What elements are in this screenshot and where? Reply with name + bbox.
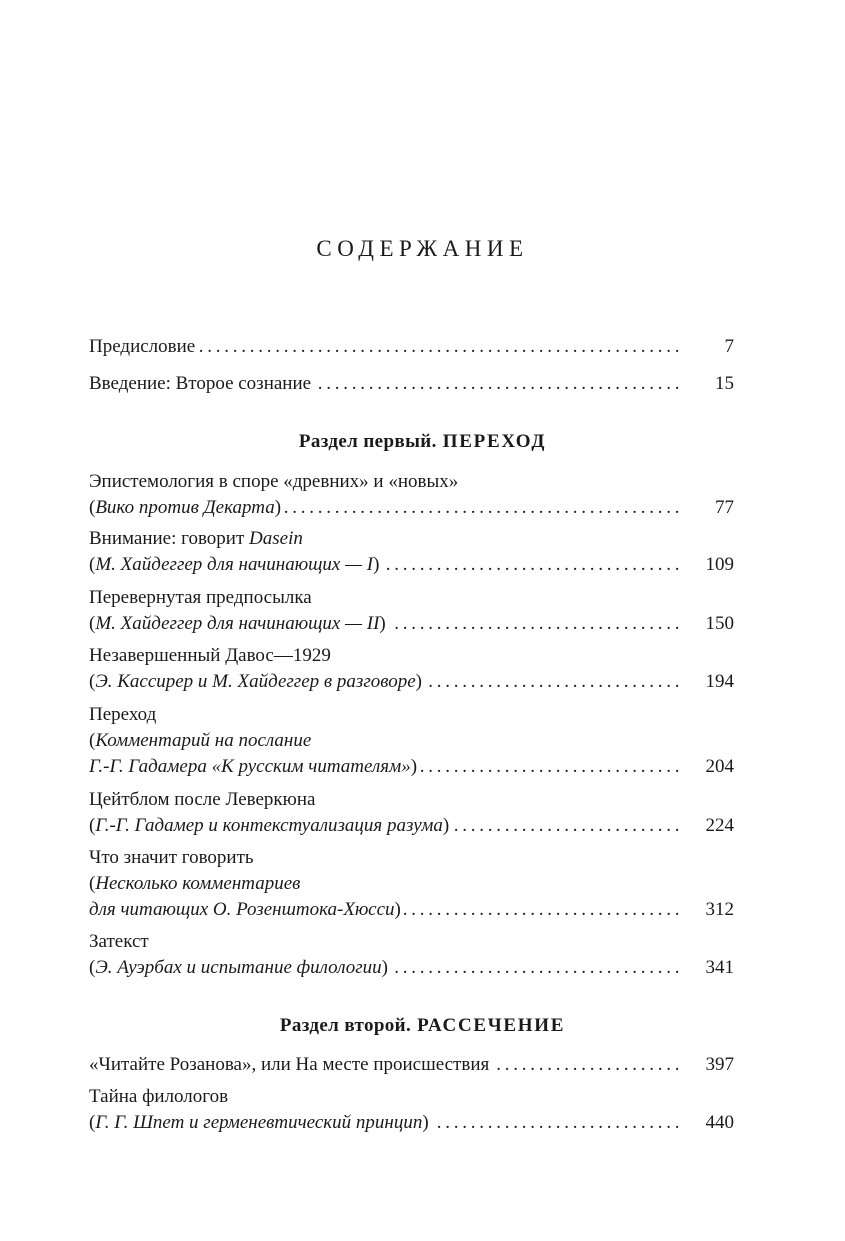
toc-entry-subtitle: М. Хайдеггер для начинающих — I [95,554,374,575]
toc-entry-subtitle: Э. Ауэрбах и испытание филологии [95,957,382,978]
toc-entry-dasein[interactable]: (М. Хайдеггер для начинающих — I) . . . 109 [89,552,734,578]
toc-entry-subtitle: Вико против Декарта [95,497,275,518]
toc-entry-text: «Читайте Розанова», или На месте происшествия [89,1054,492,1075]
section-name: РАССЕЧЕНИЕ [417,1015,566,1036]
toc-entry-davos[interactable]: (Э. Кассирер и М. Хайдеггер в разговоре) . . . 194 [89,669,734,695]
page-number: 15 [715,373,734,394]
toc-entry-title: Эпистемология в споре «древних» и «новых» [89,471,459,492]
section-heading-2 [0,1013,845,1039]
toc-entry-title: Тайна филологов [89,1086,229,1107]
page-number: 150 [705,613,734,634]
page-number: 440 [705,1112,734,1133]
page-number: 194 [705,671,734,692]
toc-entry-philologists-secret[interactable]: (Г. Г. Шпет и герменевтический принцип) . . . 440 [89,1110,734,1136]
toc-entry-subtitle: М. Хайдеггер для начинающих — II [95,613,380,634]
toc-entry-text: Предисловие [89,336,198,357]
page-number: 204 [705,756,734,777]
toc-entry-zeitblom[interactable]: (Г.-Г. Гадамер и контекстуализация разума) . . . 224 [89,813,734,839]
toc-entry-rozanov[interactable] [89,1052,734,1078]
toc-entry-title: Затекст [89,931,149,952]
page-number: 341 [705,957,734,978]
page-number: 7 [724,336,734,357]
toc-entry-title: Цейтблом после Леверкюна [89,789,316,810]
toc-entry-title: Внимание: говорит Dasein [89,528,303,549]
toc-entry-title: Незавершенный Давос—1929 [89,645,331,666]
page-number: 224 [705,815,734,836]
toc-entry-subtitle-line: (Комментарий на послание [89,730,312,751]
toc-entry-epistemology[interactable]: (Вико против Декарта) . . . 77 [89,495,734,521]
toc-entry-inverted-premise[interactable]: (М. Хайдеггер для начинающих — II) . . . 150 [89,611,734,637]
toc-entry-subtitle: Г.-Г. Гадамер и контекстуализация разума [95,815,443,836]
toc-entry-subtitle-line: (Несколько комментариев [89,873,301,894]
toc-entry-preface[interactable] [89,334,734,360]
toc-entry-text: Введение: Второе сознание [89,373,314,394]
page-number: 77 [715,497,734,518]
toc-entry-subtitle: Г.-Г. Гадамера «К русским читателям» [89,756,411,777]
page-number: 312 [705,899,734,920]
toc-entry-transition[interactable]: Г.-Г. Гадамера «К русским читателям») . . . 204 [89,754,734,780]
section-heading-1 [0,429,845,455]
page-number: 109 [705,554,734,575]
toc-entry-what-means-speaking[interactable]: для читающих О. Розенштока-Хюсси) . . . 312 [89,897,734,923]
toc-entry-title: Перевернутая предпосылка [89,587,312,608]
toc-entry-title: Что значит говорить [89,847,254,868]
toc-entry-subtext[interactable]: (Э. Ауэрбах и испытание филологии) . . . 341 [89,955,734,981]
toc-entry-subtitle: Г. Г. Шпет и герменевтический принцип [95,1112,423,1133]
section-label: Раздел первый. [298,431,437,452]
toc-entry-title: Переход [89,704,157,725]
section-label: Раздел второй. [279,1015,412,1036]
page-title: СОДЕРЖАНИЕ [316,236,529,261]
section-name: ПЕРЕХОД [442,431,547,452]
toc-entry-subtitle: для читающих О. Розенштока-Хюсси [89,899,395,920]
toc-entry-subtitle: Э. Кассирер и М. Хайдеггер в разговоре [95,671,416,692]
page-number: 397 [705,1054,734,1075]
toc-entry-introduction[interactable] [89,371,734,397]
